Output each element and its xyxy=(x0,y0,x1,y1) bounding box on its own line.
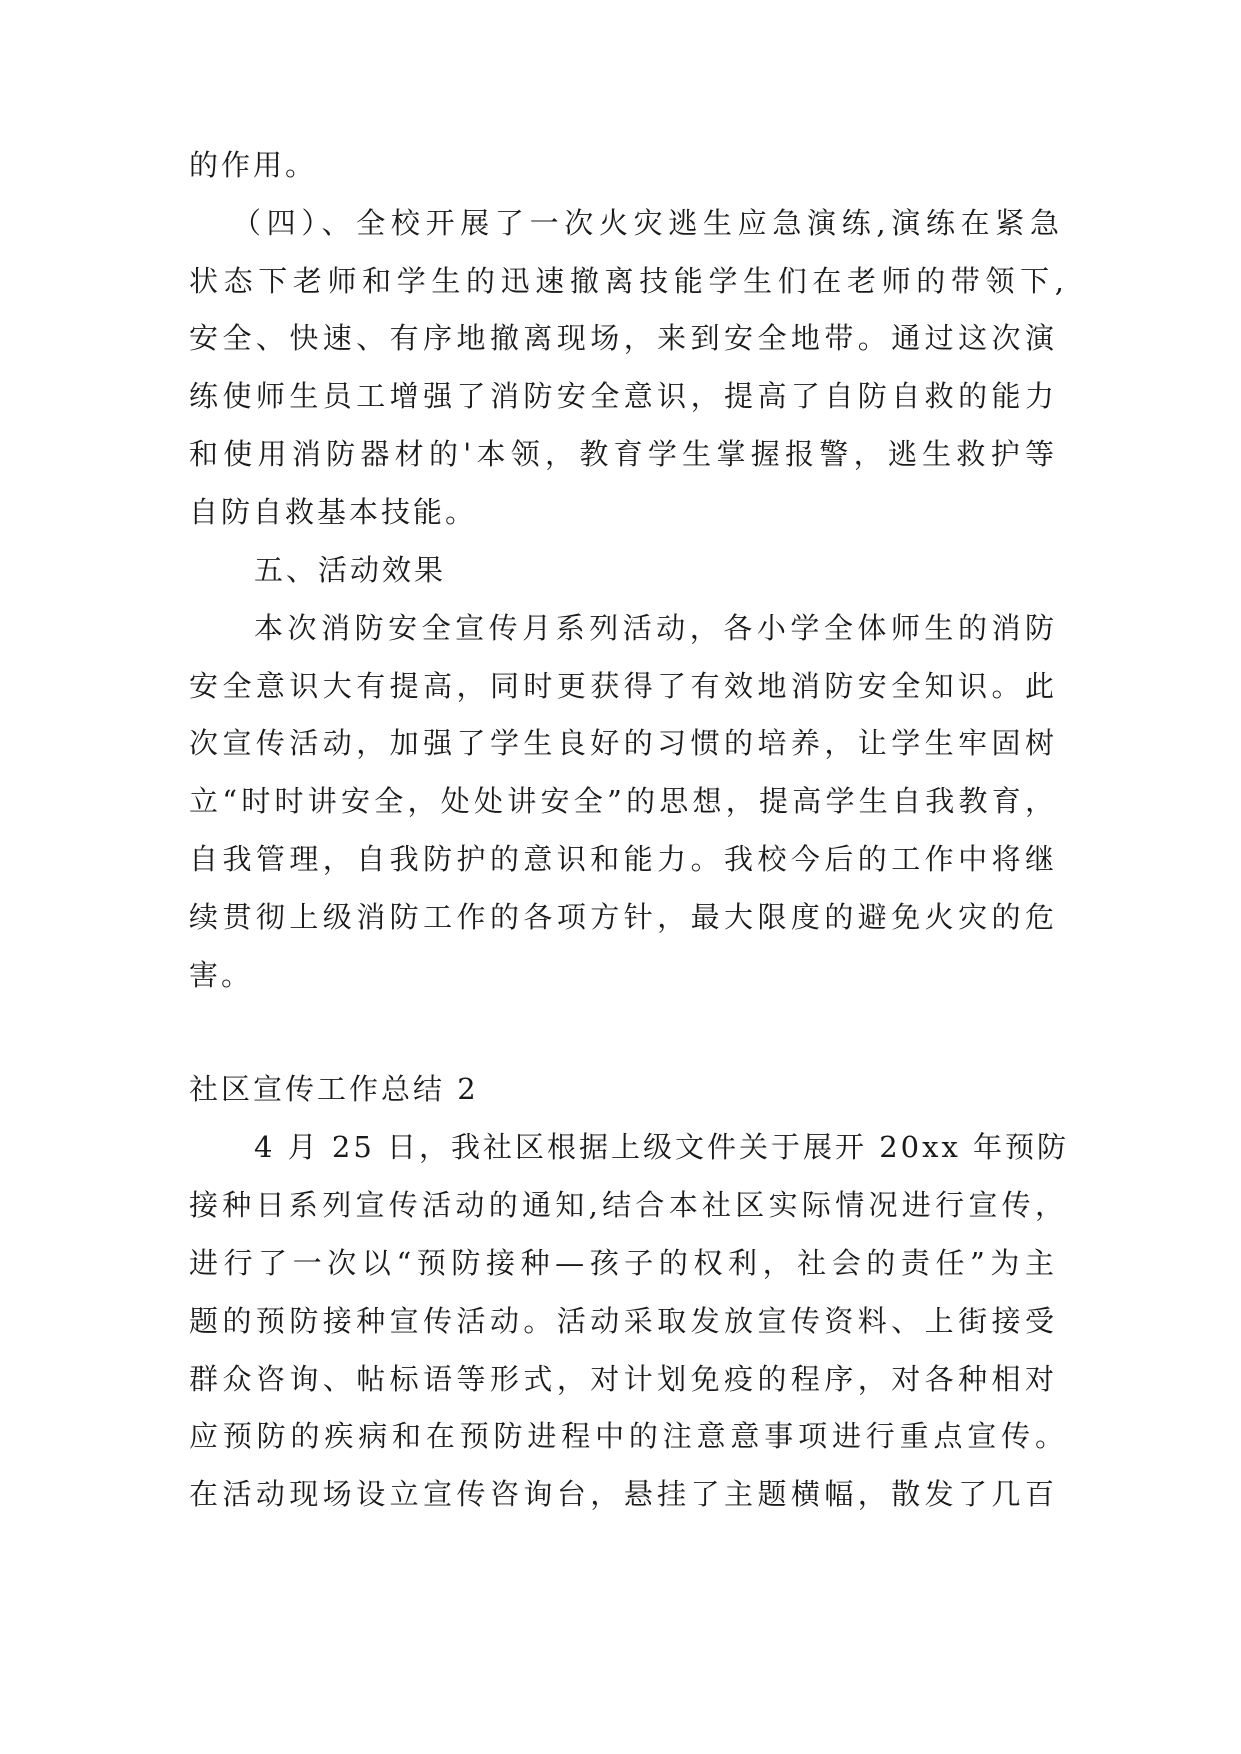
paragraph-line: 次宣传活动，加强了学生良好的习惯的培养，让学生牢固树 xyxy=(189,726,1057,760)
paragraph-line: 害。 xyxy=(189,958,254,992)
paragraph-line: 状态下老师和学生的迅速撤离技能学生们在老师的带领下, xyxy=(189,264,1067,298)
paragraph-line: 和使用消防器材的'本领，教育学生掌握报警，逃生救护等 xyxy=(189,437,1057,471)
paragraph-line: 接种日系列宣传活动的通知,结合本社区实际情况进行宣传， xyxy=(189,1188,1067,1222)
paragraph-line: 在活动现场设立宣传咨询台，悬挂了主题横幅，散发了几百 xyxy=(189,1477,1057,1511)
section-heading: 五、活动效果 xyxy=(254,553,447,587)
paragraph-line: 自防自救基本技能。 xyxy=(189,495,478,529)
paragraph-line: 安全、快速、有序地撤离现场，来到安全地带。通过这次演 xyxy=(189,321,1057,355)
paragraph-line: 题的预防接种宣传活动。活动采取发放宣传资料、上街接受 xyxy=(189,1304,1057,1338)
paragraph-line: 立“时时讲安全，处处讲安全”的思想，提高学生自我教育， xyxy=(189,784,1057,818)
paragraph-line: 的作用。 xyxy=(189,148,318,182)
paragraph-line: 进行了一次以“预防接种—孩子的权利，社会的责任”为主 xyxy=(189,1246,1057,1280)
paragraph-line: （四）、全校开展了一次火灾逃生应急演练,演练在紧急 xyxy=(232,206,1062,240)
paragraph-line: 续贯彻上级消防工作的各项方针，最大限度的避免火灾的危 xyxy=(189,900,1057,934)
paragraph-line: 群众咨询、帖标语等形式，对计划免疫的程序，对各种相对 xyxy=(189,1362,1057,1396)
paragraph-line: 本次消防安全宣传月系列活动，各小学全体师生的消防 xyxy=(254,611,1057,645)
paragraph-line: 应预防的疾病和在预防进程中的注意意事项进行重点宣传。 xyxy=(189,1419,1067,1453)
document-heading: 社区宣传工作总结 2 xyxy=(189,1072,479,1106)
paragraph-line: 4 月 25 日，我社区根据上级文件关于展开 20xx 年预防 xyxy=(254,1130,1070,1164)
paragraph-line: 自我管理，自我防护的意识和能力。我校今后的工作中将继 xyxy=(189,842,1057,876)
paragraph-line: 练使师生员工增强了消防安全意识，提高了自防自救的能力 xyxy=(189,379,1057,413)
paragraph-line: 安全意识大有提高，同时更获得了有效地消防安全知识。此 xyxy=(189,669,1057,703)
